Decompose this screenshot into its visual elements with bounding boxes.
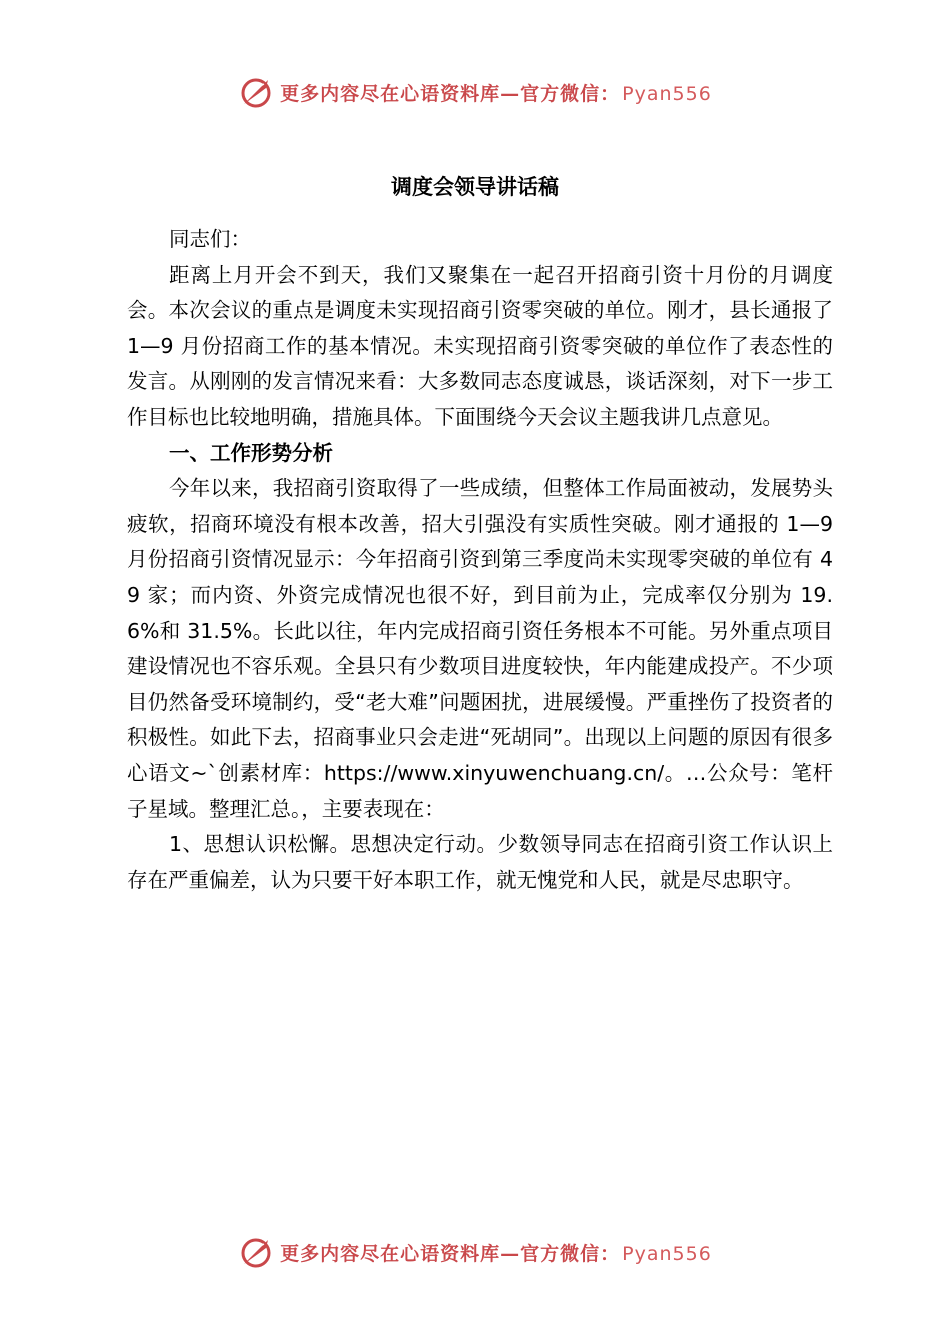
header-banner <box>0 70 950 114</box>
paragraph-analysis: 今年以来，我招商引资取得了一些成绩，但整体工作局面被动，发展势头疲软，招商环境没有根本改善，招大引强没有实质性突破。刚才通报的 1—9 月份招商引资情况显示：今年招商引资到第三季度尚未实现零突破的单位有 49 家；而内资、外资完成情况也很不好，到目前为止，完成率仅分别为 19.6%和 31.5%。长此以往，年内完成招商引资任务根本不可能。另外重点项目建设情况也不容乐观。全县只有少数项目进度较快，年内能建成投产。不少项目仍然备受环境制约，受“老大难”问题困扰，进展缓慢。严重挫伤了投资者的积极性。如此下去，招商事业只会走进“死胡同”。出现以上问题的原因有很多心语文~`创素材库：https://www.xinyuwenchuang.cn/。…公众号：笔杆子星域。整理汇总。，主要表现在： <box>127 476 833 821</box>
wechat-id: Pyan556 <box>622 82 712 105</box>
document-title: 调度会领导讲话稿 <box>391 175 559 199</box>
footer-banner <box>0 1230 950 1274</box>
banner-text <box>280 79 712 106</box>
quill-logo-icon <box>238 1234 274 1270</box>
document-body <box>127 222 833 898</box>
paragraph-point-1: 1、思想认识松懈。思想决定行动。少数领导同志在招商引资工作认识上存在严重偏差，认为只要干好本职工作，就无愧党和人民，就是尽忠职守。 <box>127 832 833 892</box>
greeting: 同志们： <box>169 227 252 251</box>
quill-logo-icon <box>238 74 274 110</box>
wechat-id: Pyan556 <box>622 1242 712 1265</box>
banner-slogan: 更多内容尽在心语资料库—官方微信： <box>280 1242 621 1265</box>
section-heading: 一、工作形势分析 <box>169 440 334 465</box>
banner-text <box>280 1239 712 1266</box>
banner-slogan: 更多内容尽在心语资料库—官方微信： <box>280 82 621 105</box>
paragraph-intro: 距离上月开会不到天，我们又聚集在一起召开招商引资十月份的月调度会。本次会议的重点是调度未实现招商引资零突破的单位。刚才，县长通报了 1—9 月份招商工作的基本情况。未实现招商引资零突破的单位作了表态性的发言。从刚刚的发言情况来看：大多数同志态度诚恳，谈话深刻，对下一步工作目标也比较地明确，措施具体。下面围绕今天会议主题我讲几点意见。 <box>127 262 833 429</box>
